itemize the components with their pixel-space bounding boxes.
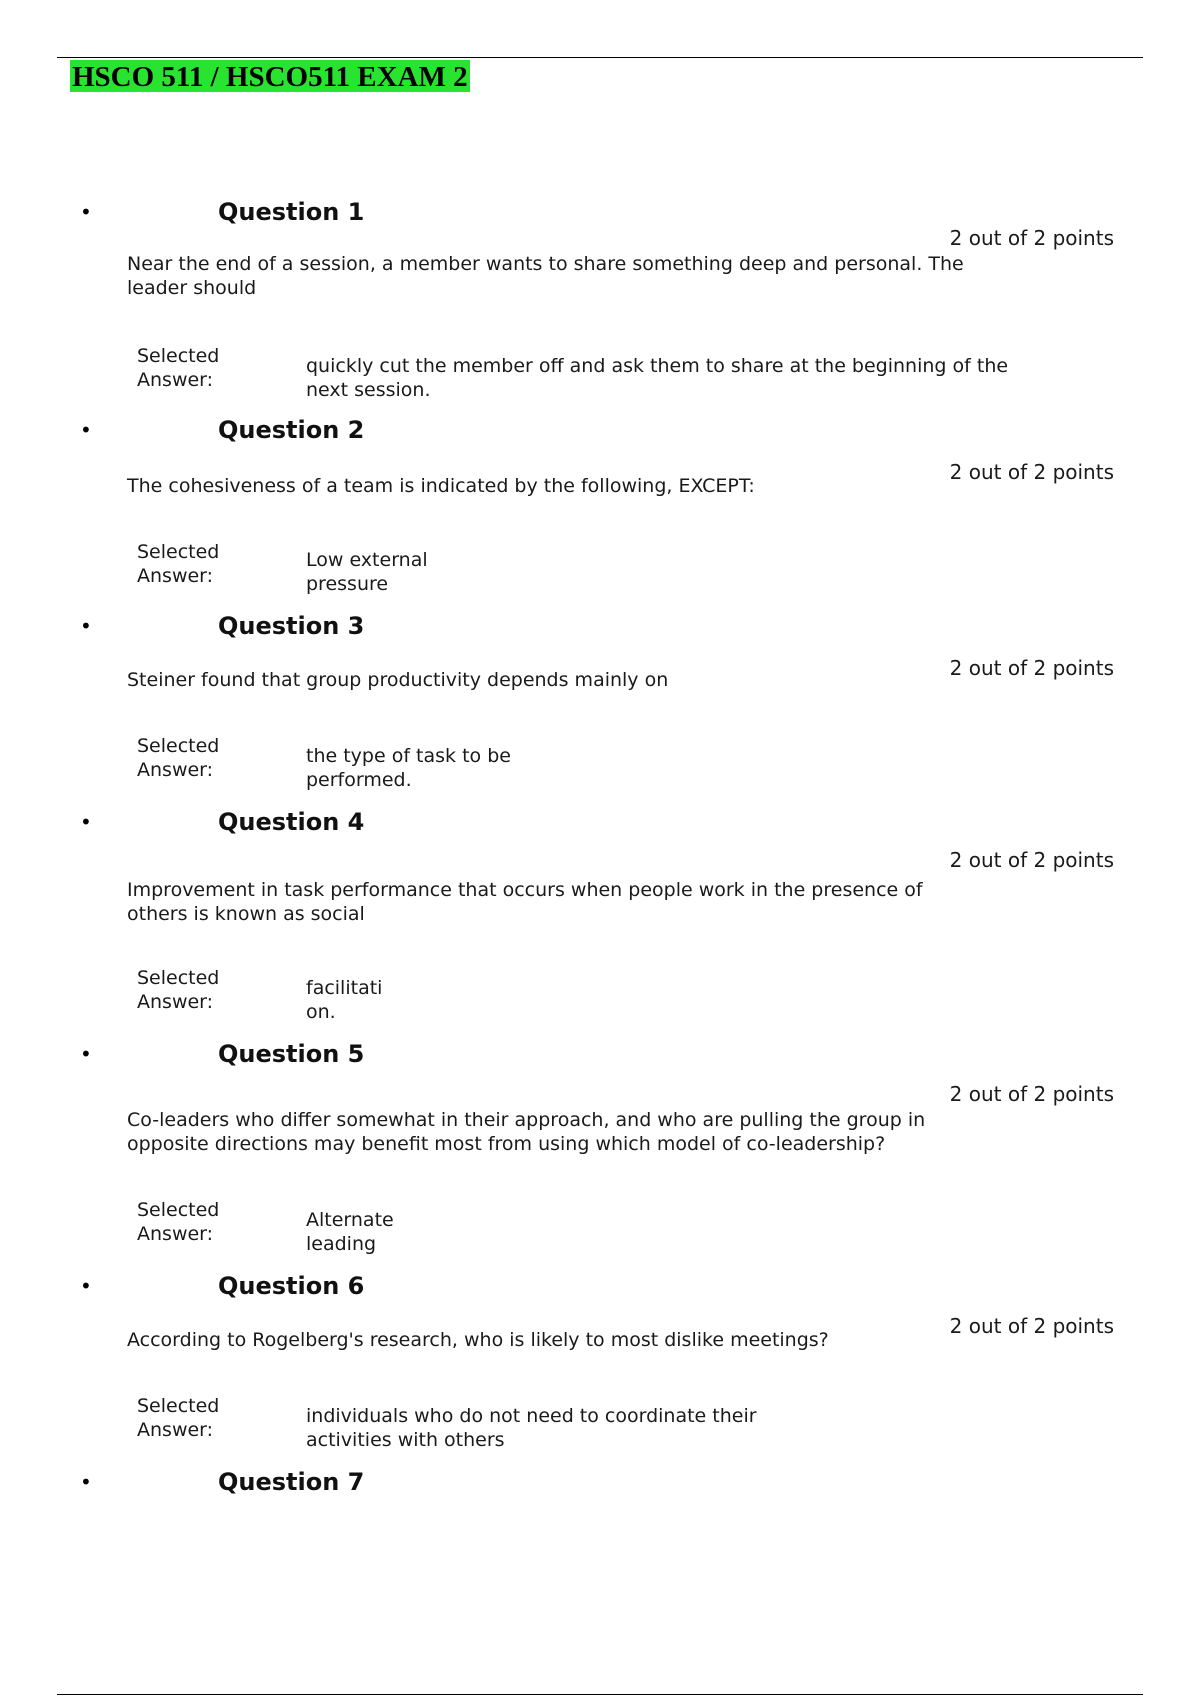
bullet-icon: •: [80, 418, 92, 442]
question-3: [0, 612, 1200, 791]
selected-answer: facilitation.: [306, 977, 383, 1023]
question-points: 2 out of 2 points: [949, 656, 1114, 680]
question-text: The cohesiveness of a team is indicated by the following, EXCEPT:: [127, 475, 755, 497]
question-5: [0, 1040, 1200, 1255]
selected-answer: Alternate leading: [306, 1209, 394, 1255]
selected-answer-label: Selected Answer:: [137, 1395, 220, 1441]
selected-answer: Low external pressure: [306, 549, 428, 595]
question-text: Improvement in task performance that occurs when people work in the presence of others is known as social: [127, 879, 923, 925]
question-points: 2 out of 2 points: [949, 848, 1114, 872]
question-title: Question 5: [218, 1040, 365, 1068]
bullet-icon: •: [80, 1042, 92, 1066]
selected-answer: individuals who do not need to coordinate their activities with others: [306, 1405, 757, 1451]
question-4: [0, 808, 1200, 1023]
question-points: 2 out of 2 points: [949, 460, 1114, 484]
question-points: 2 out of 2 points: [949, 1314, 1114, 1338]
question-text: According to Rogelberg's research, who is likely to most dislike meetings?: [127, 1329, 829, 1351]
bullet-icon: •: [80, 1274, 92, 1298]
selected-answer-label: Selected Answer:: [137, 1199, 220, 1245]
question-text: Steiner found that group productivity depends mainly on: [127, 669, 669, 691]
question-text: Near the end of a session, a member wants to share something deep and personal. The leader should: [127, 253, 964, 299]
question-points: 2 out of 2 points: [949, 226, 1114, 250]
top-rule: [57, 57, 1143, 58]
question-7: [0, 1468, 1200, 1496]
bullet-icon: •: [80, 1470, 92, 1494]
bottom-rule: [57, 1694, 1143, 1695]
selected-answer-label: Selected Answer:: [137, 967, 220, 1013]
document-title: HSCO 511 / HSCO511 EXAM 2: [72, 61, 468, 93]
question-title: Question 1: [218, 198, 365, 226]
bullet-icon: •: [80, 200, 92, 224]
question-title: Question 6: [218, 1272, 365, 1300]
question-title: Question 2: [218, 416, 365, 444]
bullet-icon: •: [80, 614, 92, 638]
question-title: Question 3: [218, 612, 365, 640]
selected-answer: quickly cut the member off and ask them to share at the beginning of the next session.: [306, 355, 1009, 401]
question-text: Co-leaders who differ somewhat in their approach, and who are pulling the group in opposite directions may benefit most from using which model of co-leadership?: [127, 1109, 926, 1155]
selected-answer-label: Selected Answer:: [137, 345, 220, 391]
selected-answer-label: Selected Answer:: [137, 541, 220, 587]
bullet-icon: •: [80, 810, 92, 834]
question-6: [0, 1272, 1200, 1451]
question-1: [0, 198, 1200, 401]
selected-answer-label: Selected Answer:: [137, 735, 220, 781]
question-title: Question 7: [218, 1468, 365, 1496]
question-points: 2 out of 2 points: [949, 1082, 1114, 1106]
question-2: [0, 416, 1200, 595]
selected-answer: the type of task to be performed.: [306, 745, 511, 791]
question-title: Question 4: [218, 808, 365, 836]
